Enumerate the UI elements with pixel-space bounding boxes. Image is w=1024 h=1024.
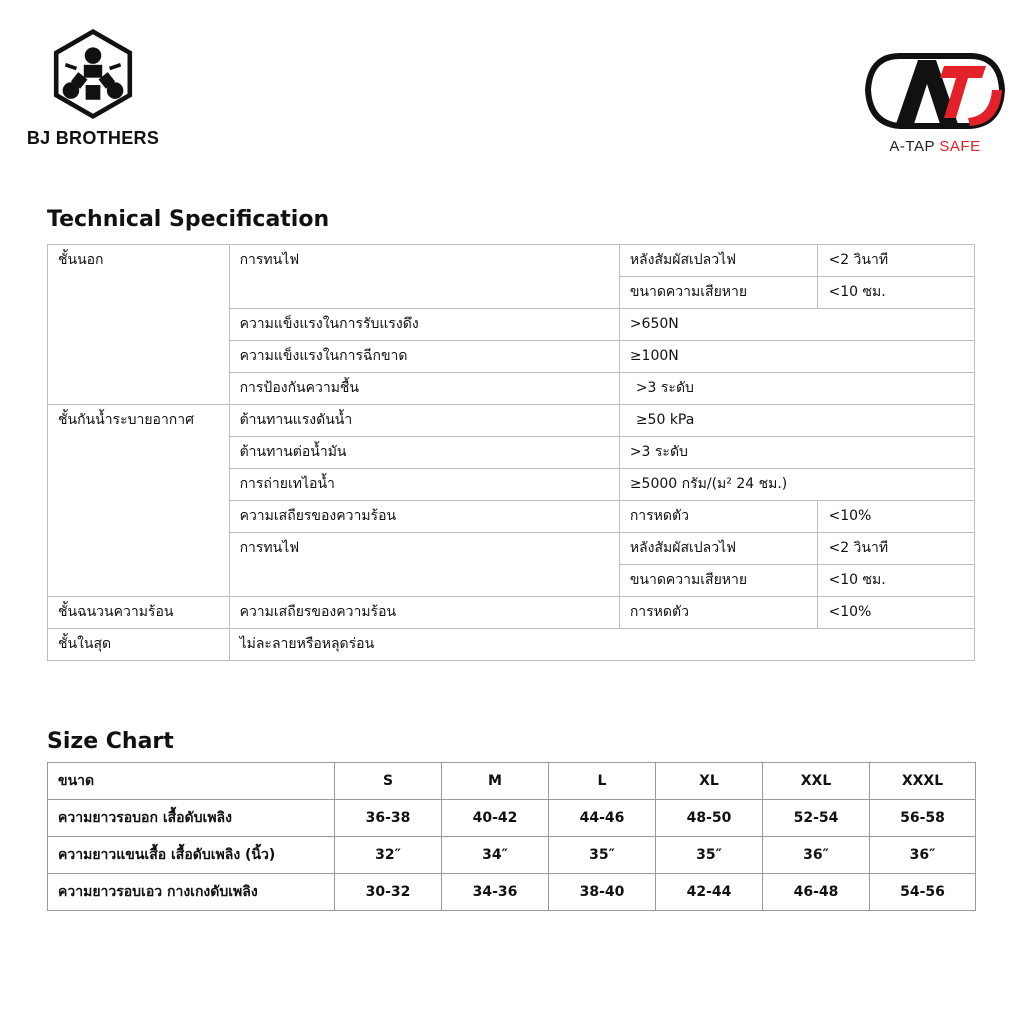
size-cell: 52-54 — [763, 800, 870, 837]
layer-membrane: ชั้นกันน้ำระบายอากาศ — [48, 405, 230, 597]
val-moisture: >3 ระดับ — [619, 373, 974, 405]
size-cell: 46-48 — [763, 874, 870, 911]
size-cell: 35″ — [656, 837, 763, 874]
layer-thermal: ชั้นฉนวนความร้อน — [48, 597, 230, 629]
size-cell: 34″ — [442, 837, 549, 874]
size-chart-table — [47, 762, 976, 911]
sub-shrink: การหดตัว — [619, 501, 818, 533]
table-row — [48, 405, 975, 437]
size-header-cell: L — [549, 763, 656, 800]
size-header-row — [48, 763, 976, 800]
size-row-label: ความยาวรอบเอว กางเกงดับเพลิง — [48, 874, 335, 911]
val-damage-2: <10 ซม. — [818, 565, 975, 597]
size-cell: 36″ — [763, 837, 870, 874]
prop-tear: ความแข็งแรงในการฉีกขาด — [229, 341, 619, 373]
val-after-flame-2: <2 วินาที — [818, 533, 975, 565]
sub-shrink-2: การหดตัว — [619, 597, 818, 629]
size-cell: 32″ — [335, 837, 442, 874]
sub-damage: ขนาดความเสียหาย — [619, 277, 818, 309]
layer-inner: ชั้นในสุด — [48, 629, 230, 661]
at-logo-icon — [860, 42, 1010, 138]
brand-left-name: BJ BROTHERS — [26, 128, 160, 148]
size-header-cell: XL — [656, 763, 763, 800]
size-row-label: ความยาวรอบอก เสื้อดับเพลิง — [48, 800, 335, 837]
size-cell: 42-44 — [656, 874, 763, 911]
sub-after-flame: หลังสัมผัสเปลวไฟ — [619, 245, 818, 277]
a-tap-safe-logo — [860, 42, 1010, 155]
size-header-cell: ขนาด — [48, 763, 335, 800]
prop-tensile: ความแข็งแรงในการรับแรงดึง — [229, 309, 619, 341]
size-cell: 36″ — [870, 837, 976, 874]
size-row-label: ความยาวแขนเสื้อ เสื้อดับเพลิง (นิ้ว) — [48, 837, 335, 874]
prop-vapor: การถ่ายเทไอน้ำ — [229, 469, 619, 501]
table-row — [48, 837, 976, 874]
table-row — [48, 874, 976, 911]
size-cell: 30-32 — [335, 874, 442, 911]
size-cell: 40-42 — [442, 800, 549, 837]
prop-water-pressure: ต้านทานแรงดันน้ำ — [229, 405, 619, 437]
val-vapor: ≥5000 กรัม/(ม² 24 ชม.) — [619, 469, 974, 501]
size-header-cell: S — [335, 763, 442, 800]
size-chart-title: Size Chart — [47, 729, 174, 754]
table-row — [48, 629, 975, 661]
val-tensile: >650N — [619, 309, 974, 341]
spec-table — [47, 244, 975, 661]
size-cell: 36-38 — [335, 800, 442, 837]
val-oil: >3 ระดับ — [619, 437, 974, 469]
val-after-flame: <2 วินาที — [818, 245, 975, 277]
val-shrink-2: <10% — [818, 597, 975, 629]
size-cell: 35″ — [549, 837, 656, 874]
prop-heat-stability: ความเสถียรของความร้อน — [229, 501, 619, 533]
val-tear: ≥100N — [619, 341, 974, 373]
size-cell: 44-46 — [549, 800, 656, 837]
size-cell: 54-56 — [870, 874, 976, 911]
prop-heat-stability-2: ความเสถียรของความร้อน — [229, 597, 619, 629]
size-cell: 48-50 — [656, 800, 763, 837]
hexagon-logo-icon — [47, 28, 139, 120]
val-damage: <10 ซม. — [818, 277, 975, 309]
prop-oil: ต้านทานต่อน้ำมัน — [229, 437, 619, 469]
prop-fire: การทนไฟ — [229, 245, 619, 309]
bj-brothers-logo — [18, 28, 168, 149]
val-water-pressure: ≥50 kPa — [619, 405, 974, 437]
val-shrink: <10% — [818, 501, 975, 533]
size-cell: 34-36 — [442, 874, 549, 911]
spec-title: Technical Specification — [47, 207, 330, 232]
sub-after-flame-2: หลังสัมผัสเปลวไฟ — [619, 533, 818, 565]
table-row — [48, 597, 975, 629]
sub-damage-2: ขนาดความเสียหาย — [619, 565, 818, 597]
prop-moisture: การป้องกันความชื้น — [229, 373, 619, 405]
val-inner: ไม่ละลายหรือหลุดร่อน — [229, 629, 974, 661]
size-header-cell: XXXL — [870, 763, 976, 800]
table-row — [48, 800, 976, 837]
size-header-cell: M — [442, 763, 549, 800]
size-cell: 38-40 — [549, 874, 656, 911]
brand-right-name: A-TAP SAFE — [889, 138, 981, 155]
table-row — [48, 245, 975, 277]
prop-fire-2: การทนไฟ — [229, 533, 619, 597]
size-header-cell: XXL — [763, 763, 870, 800]
layer-outer: ชั้นนอก — [48, 245, 230, 405]
size-cell: 56-58 — [870, 800, 976, 837]
